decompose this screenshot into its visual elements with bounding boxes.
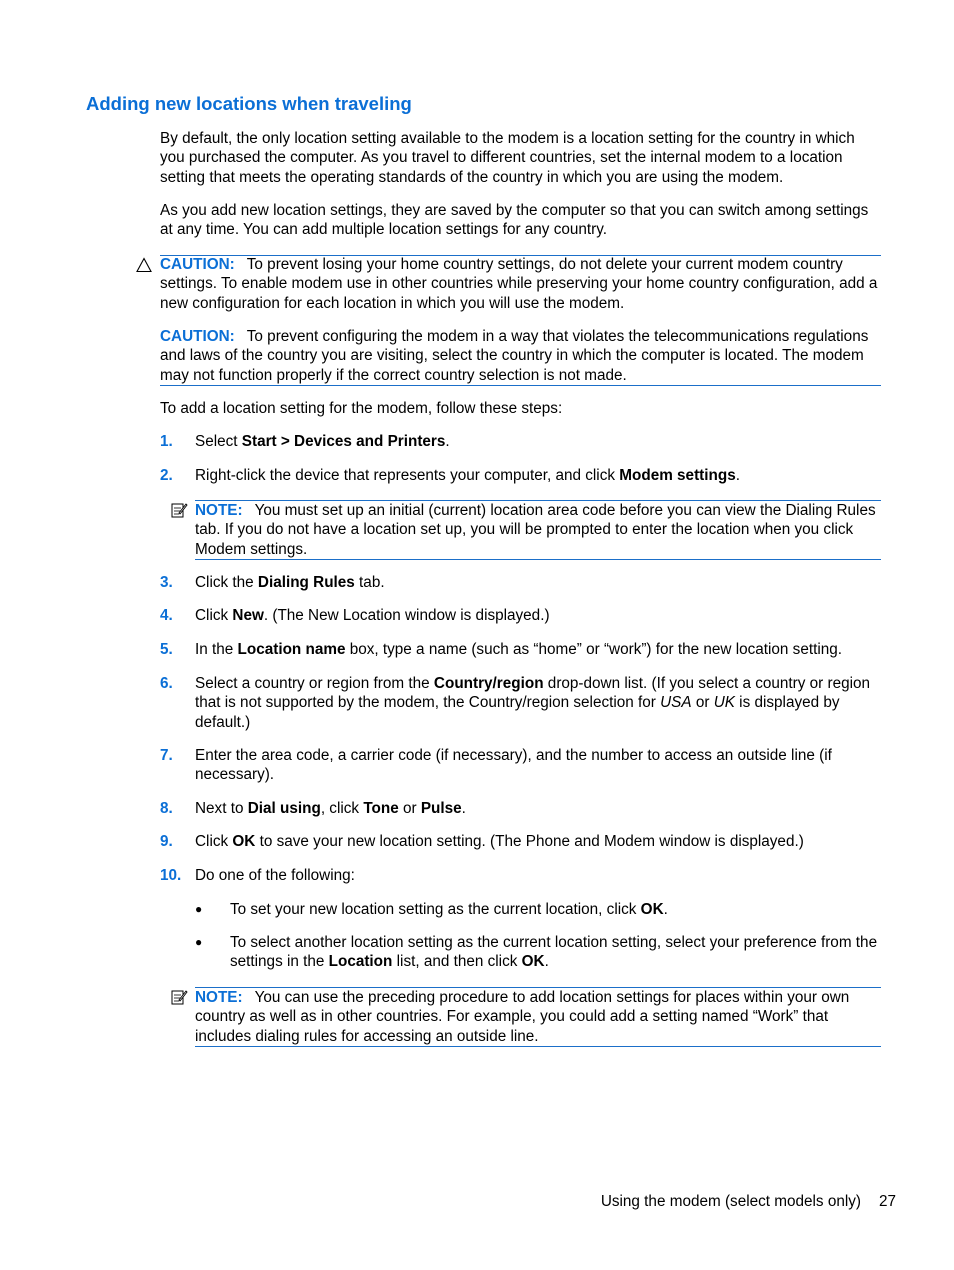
page-title: Adding new locations when traveling <box>86 93 412 114</box>
caution-box <box>160 255 881 386</box>
step-text: Select a country or region from the Country/region drop-down list. (If you select a country or region that is not supported by the modem, the Country/region selection for USA or UK is displayed by default.) <box>195 675 871 731</box>
step-number: 2. <box>160 467 173 484</box>
step-text: Click the Dialing Rules tab. <box>195 574 385 591</box>
step-number: 7. <box>160 747 173 764</box>
caution-triangle-icon <box>136 257 152 273</box>
intro-paragraph-2: As you add new location settings, they are saved by the computer so that you can switch among settings at any time. You can add multiple location settings for any country. <box>160 202 869 239</box>
note-1 <box>195 501 881 559</box>
note-2 <box>195 988 881 1046</box>
step-number: 3. <box>160 574 173 591</box>
step-text: Right-click the device that represents your computer, and click Modem settings. <box>195 467 740 484</box>
step-number: 8. <box>160 800 173 817</box>
step-number: 10. <box>160 867 182 884</box>
caution-label: CAUTION: <box>160 256 235 273</box>
step-number: 4. <box>160 607 173 624</box>
intro-paragraph-1: By default, the only location setting available to the modem is a location setting for the country in which you purchased the computer. As you travel to different countries, set the internal modem to a location setting that meets the operating standards of the country in which you are using the modem. <box>160 130 855 186</box>
page-number: 27 <box>878 1193 896 1210</box>
caution-text: To prevent configuring the modem in a way that violates the telecommunications regulations and laws of the country you are visiting, select the country in which the computer is located. The modem may not function properly if the correct country selection is not made. <box>160 328 869 384</box>
step-number: 1. <box>160 433 173 450</box>
bullet-icon: ● <box>195 935 203 949</box>
step-text: Select Start > Devices and Printers. <box>195 433 450 450</box>
note-label: NOTE: <box>195 502 243 519</box>
step-number: 6. <box>160 675 173 692</box>
note-text: You must set up an initial (current) location area code before you can view the Dialing Rules tab. If you do not have a location set up, you will be prompted to enter the location when you click Modem settings. <box>195 502 876 558</box>
caution-text: To prevent losing your home country settings, do not delete your current modem country settings. To enable modem use in other countries while preserving your home country configuration, add a new configuration for each location in which you will use the modem. <box>160 256 878 312</box>
step-text: In the Location name box, type a name (such as “home” or “work”) for the new location setting. <box>195 641 842 658</box>
step-text: Enter the area code, a carrier code (if necessary), and the number to access an outside line (if necessary). <box>195 747 832 784</box>
note-pad-icon <box>170 988 188 1006</box>
bullet-text: To set your new location setting as the current location, click OK. <box>230 901 668 918</box>
page-footer <box>601 1192 896 1211</box>
step-text: Next to Dial using, click Tone or Pulse. <box>195 800 466 817</box>
step-text: Do one of the following: <box>195 867 355 884</box>
note-label: NOTE: <box>195 989 243 1006</box>
step-text: Click New. (The New Location window is displayed.) <box>195 607 550 624</box>
caution-1 <box>160 255 881 313</box>
caution-label: CAUTION: <box>160 328 235 345</box>
bullet-text: To select another location setting as the current location setting, select your preference from the settings in the Location list, and then click OK. <box>230 934 878 971</box>
note-pad-icon <box>170 501 188 519</box>
caution-2 <box>160 327 881 385</box>
note-box <box>195 987 881 1047</box>
step-number: 9. <box>160 833 173 850</box>
steps-intro: To add a location setting for the modem, follow these steps: <box>160 400 563 417</box>
step-number: 5. <box>160 641 173 658</box>
note-text: You can use the preceding procedure to add location settings for places within your own country as well as in other countries. For example, you could add a setting named “Work” that includes dialing rules for accessing an outside line. <box>195 989 850 1045</box>
bullet-icon: ● <box>195 902 203 916</box>
note-box <box>195 500 881 560</box>
step-text: Click OK to save your new location setting. (The Phone and Modem window is displayed.) <box>195 833 804 850</box>
footer-section-title: Using the modem (select models only) <box>600 1193 861 1210</box>
